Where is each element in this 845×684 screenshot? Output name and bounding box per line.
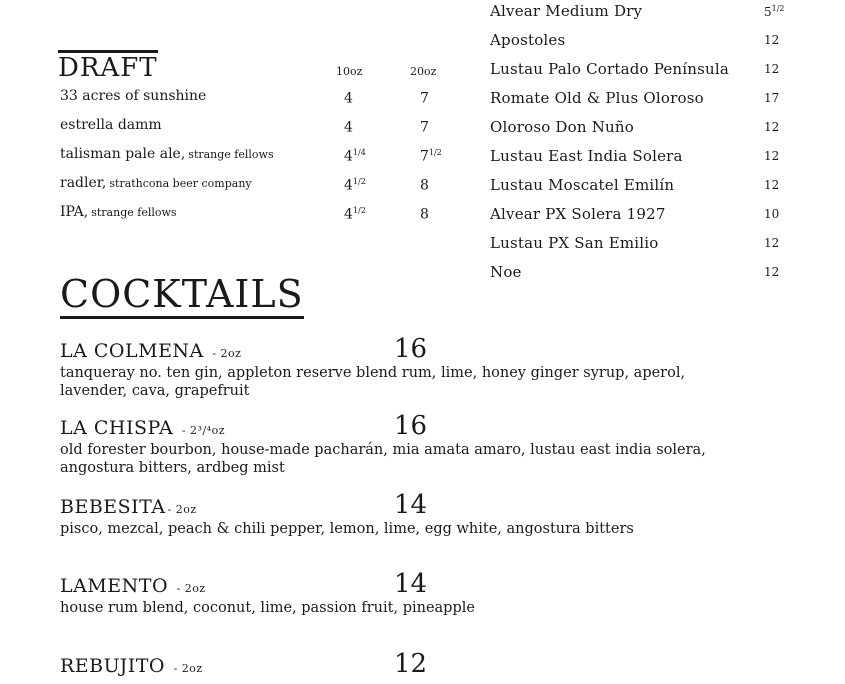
cocktail-name: LA COLMENA - 2oz (60, 340, 242, 362)
sherry-name: Lustau East India Solera (490, 147, 683, 165)
cocktail-price: 12 (394, 649, 428, 679)
cocktail-price: 14 (394, 490, 428, 520)
sherry-price: 12 (764, 149, 780, 163)
list-item (490, 89, 790, 118)
beer-name: 33 acres of sunshine (60, 88, 207, 104)
sherry-price: 17 (764, 91, 780, 105)
list-item (60, 88, 460, 117)
list-item (490, 205, 790, 234)
list-item (60, 204, 460, 233)
sherry-name: Lustau Palo Cortado Península (490, 60, 730, 78)
beer-price-20oz: 7 (420, 90, 429, 107)
cocktail-name: LAMENTO - 2oz (60, 575, 206, 597)
beer-price-10oz: 4 (344, 119, 353, 136)
list-item (490, 147, 790, 176)
sherry-name: Romate Old & Plus Oloroso (490, 89, 704, 107)
beer-price-10oz: 4 (344, 90, 353, 107)
sherry-price: $5^{1/2}$ (764, 4, 785, 19)
draft-col-10oz: 10oz (336, 65, 363, 78)
sherry-name: Alvear PX Solera 1927 (490, 205, 666, 223)
list-item (490, 176, 790, 205)
list-item (60, 175, 460, 204)
sherry-price: 10 (764, 207, 780, 221)
beer-price-20oz: 8 (420, 206, 429, 223)
cocktail-price: 16 (394, 411, 428, 441)
sherry-price: 12 (764, 236, 780, 250)
draft-col-20oz: 20oz (410, 65, 437, 78)
list-item (490, 118, 790, 147)
cocktail-description: pisco, mezcal, peach & chili pepper, lemon, lime, egg white, angostura bitters (60, 521, 634, 537)
sherry-price: 12 (764, 33, 780, 47)
sherry-price: 12 (764, 120, 780, 134)
cocktails-heading: COCKTAILS (60, 272, 304, 319)
beer-price-20oz: 8 (420, 177, 429, 194)
cocktail-description: house rum blend, coconut, lime, passion fruit, pineapple (60, 600, 475, 616)
list-item (490, 60, 790, 89)
list-item (490, 2, 790, 31)
beer-price-10oz: $4^{1/2}$ (344, 177, 366, 194)
sherry-name: Lustau PX San Emilio (490, 234, 659, 252)
beer-name: talisman pale ale, strange fellows (60, 146, 274, 162)
cocktail-name: BEBESITA - 2oz (60, 496, 197, 518)
beer-price-20oz: $7^{1/2}$ (420, 148, 442, 165)
list-item (60, 146, 460, 175)
draft-heading: DRAFT (58, 50, 158, 83)
sherry-price: 12 (764, 265, 780, 279)
sherry-price: 12 (764, 62, 780, 76)
cocktail-price: 16 (394, 334, 428, 364)
cocktail-name: LA CHISPA - 2³/⁴oz (60, 417, 225, 439)
list-item (490, 263, 790, 292)
cocktail-description: old forester bourbon, house-made pacharán, mia amata amaro, lustau east india solera, angostura bitters, ardbeg mist (60, 442, 706, 476)
sherry-name: Apostoles (490, 31, 566, 49)
sherry-name: Alvear Medium Dry (490, 2, 643, 20)
beer-price-10oz: $4^{1/4}$ (344, 148, 366, 165)
cocktail-description: tanqueray no. ten gin, appleton reserve blend rum, lime, honey ginger syrup, aperol, lavender, cava, grapefruit (60, 365, 686, 399)
beer-price-10oz: $4^{1/2}$ (344, 206, 366, 223)
list-item (490, 234, 790, 263)
beer-name: IPA, strange fellows (60, 204, 177, 220)
list-item (490, 31, 790, 60)
beer-name: radler, strathcona beer company (60, 175, 252, 191)
sherry-name: Noe (490, 263, 522, 281)
sherry-name: Oloroso Don Nuño (490, 118, 634, 136)
cocktail-price: 14 (394, 569, 428, 599)
sherry-price: 12 (764, 178, 780, 192)
list-item (60, 117, 460, 146)
beer-name: estrella damm (60, 117, 162, 133)
beer-price-20oz: 7 (420, 119, 429, 136)
sherry-name: Lustau Moscatel Emilín (490, 176, 675, 194)
cocktail-name: REBUJITO - 2oz (60, 655, 203, 677)
